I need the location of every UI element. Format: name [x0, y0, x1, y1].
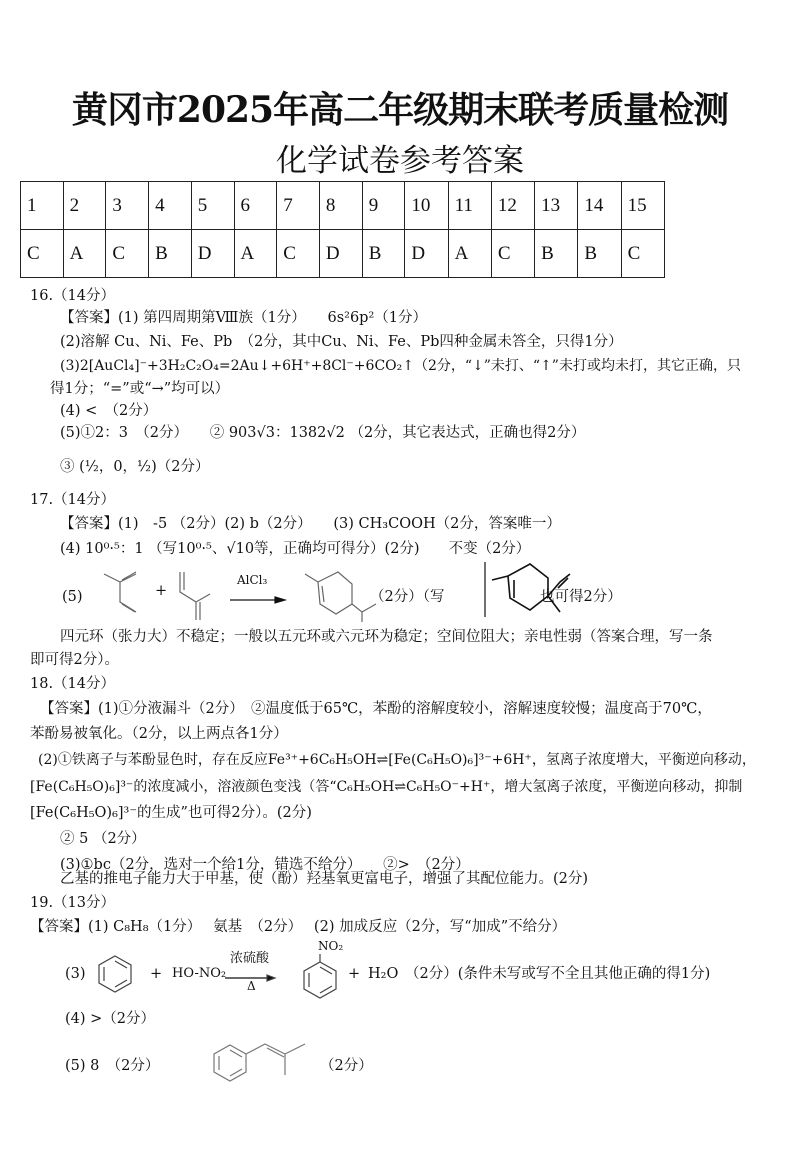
question-number-cell: 2: [63, 182, 106, 230]
product-structure: [210, 1035, 320, 1085]
plus-sign: +: [150, 966, 163, 982]
q19-heading: 19.（13分）: [30, 895, 116, 911]
question-number-cell: 7: [277, 182, 320, 230]
no2-label: NO₂: [318, 939, 344, 953]
q19-line: (4) >（2分）: [65, 1011, 156, 1027]
question-number-cell: 11: [448, 182, 491, 230]
answer-cell: A: [448, 230, 491, 278]
diels-alder-reaction-structures: [80, 562, 640, 622]
reagent-label: HO-NO₂: [172, 966, 227, 981]
question-number-row: [21, 182, 665, 230]
answer-cell: C: [21, 230, 64, 278]
answer-row: [21, 230, 665, 278]
question-number-cell: 10: [405, 182, 448, 230]
question-number-cell: 6: [234, 182, 277, 230]
q19-line: (5) 8 （2分）: [65, 1058, 160, 1074]
water-label: H₂O: [368, 966, 399, 982]
question-number-cell: 5: [191, 182, 234, 230]
page-subtitle: 化学试卷参考答案: [276, 143, 524, 179]
q18-line: ② 5 （2分）: [60, 831, 146, 847]
choice-answer-table: [20, 181, 665, 278]
q16-line: (4) < （2分）: [60, 403, 158, 419]
answer-cell: C: [621, 230, 664, 278]
q16-line: (5)①2：3 （2分） ② 903√3：1382√2 （2分，其它表达式，正确也得2分）: [60, 425, 586, 441]
q17-score: （2分）（写: [370, 589, 445, 605]
q16-line: ③ (½，0，½)（2分）: [60, 459, 210, 475]
question-number-cell: 12: [491, 182, 534, 230]
answer-cell: D: [405, 230, 448, 278]
answer-cell: B: [362, 230, 405, 278]
question-number-cell: 14: [578, 182, 621, 230]
plus-sign: +: [155, 583, 168, 599]
answer-cell: C: [106, 230, 149, 278]
q16-line: 得1分；“=”或“→”均可以）: [50, 381, 230, 397]
q16-line: 【答案】(1) 第四周期第Ⅷ族（1分） 6s²6p²（1分）: [60, 310, 427, 326]
page-title: 黄冈市2025年高二年级期末联考质量检测: [71, 89, 729, 131]
question-number-cell: 9: [362, 182, 405, 230]
q17-line: 即可得2分）。: [30, 652, 119, 668]
condition-top: 浓硫酸: [230, 951, 270, 966]
q19-score: （2分）: [320, 1058, 373, 1074]
question-number-cell: 8: [319, 182, 362, 230]
q19-score-note: （2分）(条件未写或写不全且其他正确的得1分): [405, 966, 711, 982]
answer-cell: B: [578, 230, 621, 278]
q18-line: (3)①bc（2分，选对一个给1分，错选不给分） ②> （2分）: [60, 857, 470, 873]
q18-line: [Fe(C₆H₅O)₆]³⁻的生成”也可得2分）。(2分): [30, 805, 312, 821]
q16-line: (2)溶解 Cu、Ni、Fe、Pb （2分，其中Cu、Ni、Fe、Pb四种金属未答全，只得1分）: [60, 334, 623, 350]
q18-heading: 18.（14分）: [30, 676, 116, 692]
q18-line: 乙基的推电子能力大于甲基，使（酚）羟基氧更富电子，增强了其配位能力。(2分): [60, 871, 589, 887]
q18-line: 【答案】(1)①分液漏斗（2分） ②温度低于65℃，苯酚的溶解度较小，溶解速度较慢；温度高于70℃，: [40, 701, 712, 717]
catalyst-label: AlCl₃: [237, 573, 268, 587]
answer-cell: C: [277, 230, 320, 278]
q18-line: 苯酚易被氧化。（2分，以上两点各1分）: [30, 726, 288, 742]
q19-part3-label: (3): [65, 966, 86, 982]
question-number-cell: 15: [621, 182, 664, 230]
answer-cell: D: [191, 230, 234, 278]
q16-line: (3)2[AuCl₄]⁻+3H₂C₂O₄=2Au↓+6H⁺+8Cl⁻+6CO₂↑（2分，“↓”未打、“↑”未打或均未打，其它正确，只: [60, 358, 741, 374]
q19-line: 【答案】(1) C₈H₈（1分） 氨基 （2分） (2) 加成反应（2分，写“加成”不给分）: [30, 919, 567, 935]
plus-sign: +: [348, 966, 361, 982]
q18-line: (2)①铁离子与苯酚显色时，存在反应Fe³⁺+6C₆H₅OH⇌[Fe(C₆H₅O)₆]³⁻+6H⁺，氢离子浓度增大，平衡逆向移动，: [38, 752, 756, 768]
answer-cell: D: [319, 230, 362, 278]
answer-cell: C: [491, 230, 534, 278]
condition-bottom: Δ: [247, 979, 256, 993]
q17-line: (4) 10⁰·⁵：1 （写10⁰·⁵、√10等，正确均可得分）(2分) 不变（2分）: [60, 541, 531, 557]
q18-line: [Fe(C₆H₅O)₆]³⁻的浓度减小，溶液颜色变浅（答“C₆H₅OH⇌C₆H₅O⁻+H⁺，增大氢离子浓度，平衡逆向移动，抑制: [30, 779, 743, 795]
answer-cell: A: [234, 230, 277, 278]
answer-cell: B: [535, 230, 578, 278]
question-number-cell: 1: [21, 182, 64, 230]
question-number-cell: 4: [149, 182, 192, 230]
nitration-structures: [95, 950, 345, 1005]
question-number-cell: 13: [535, 182, 578, 230]
q17-part5-label: (5): [62, 589, 83, 605]
q17-alt-note: 也可得2分）: [540, 589, 622, 605]
q17-line: 【答案】(1) -5 （2分）(2) b（2分） (3) CH₃COOH（2分，答案唯一）: [60, 516, 561, 532]
answer-cell: B: [149, 230, 192, 278]
answer-cell: A: [63, 230, 106, 278]
q16-heading: 16.（14分）: [30, 288, 116, 304]
question-number-cell: 3: [106, 182, 149, 230]
q17-heading: 17.（14分）: [30, 492, 116, 508]
q17-line: 四元环（张力大）不稳定；一般以五元环或六元环为稳定；空间位阻大；亲电性弱（答案合理，写一条: [60, 629, 713, 645]
